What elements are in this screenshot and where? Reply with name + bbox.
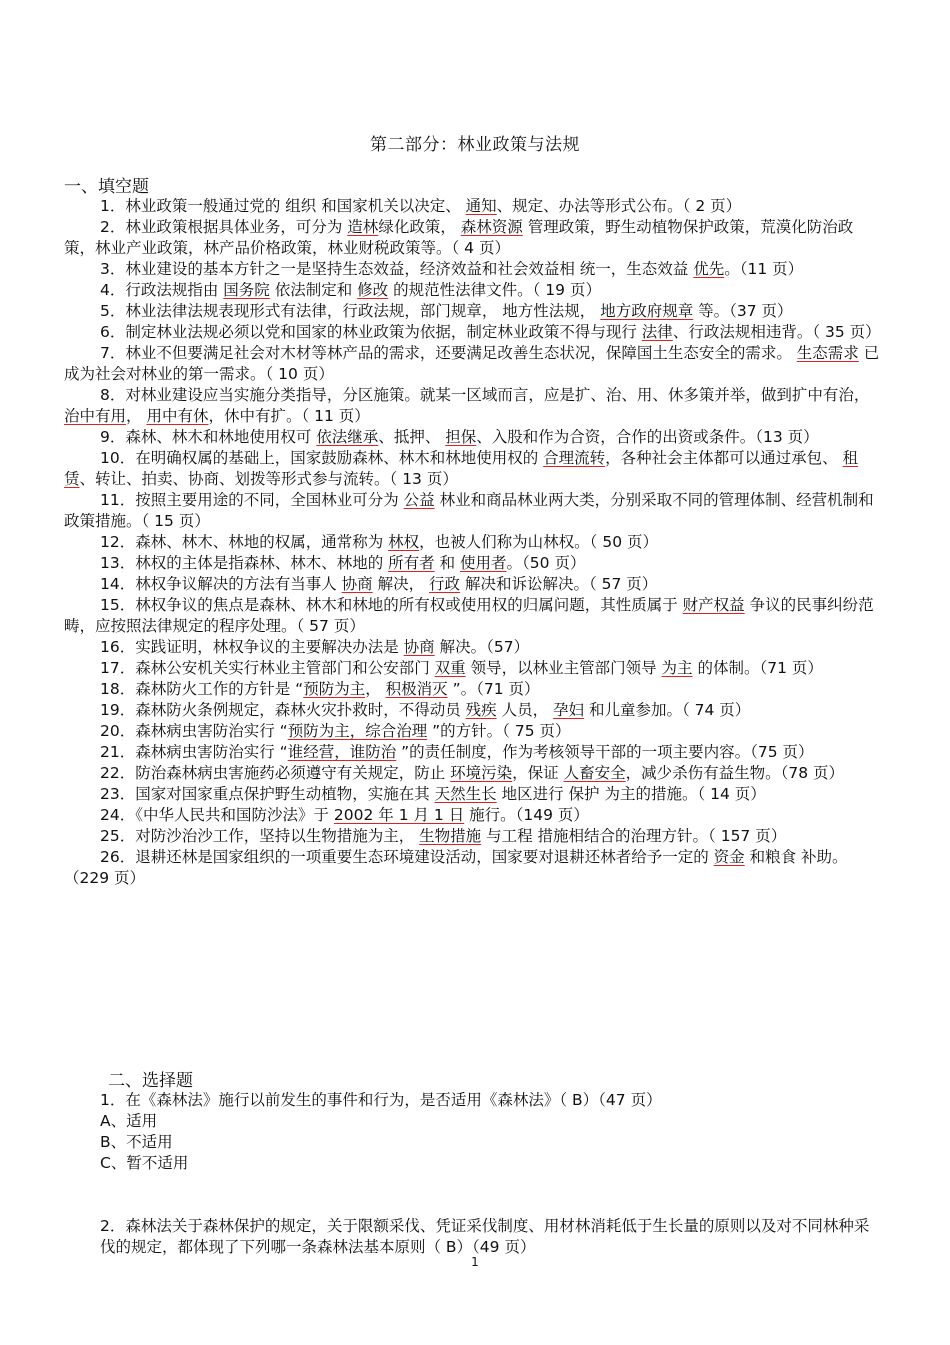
answer-underlined: 环境污染 (450, 764, 513, 782)
question-text: 25．对防沙治沙工作，坚持以生物措施为主， (100, 827, 420, 845)
question-text: 6．制定林业法规必须以党和国家的林业政策为依据，制定林业政策不得与现行 (100, 323, 642, 341)
fill-question (64, 679, 884, 700)
answer-underlined: 残疾 (465, 701, 497, 719)
fill-question (64, 196, 884, 217)
answer-underlined: 资金 (713, 848, 745, 866)
answer-underlined: 财产权益 (682, 596, 745, 614)
fill-question (64, 805, 884, 826)
question-text: ”的责任制度，作为考核领导干部的一项主要内容。（75 页） (396, 743, 814, 761)
section-choice-heading: 二、选择题 (108, 1071, 193, 1091)
question-text: 争议的民事纠纷范畴，应按照法律规定的程序处理。（ 57 页） (64, 596, 874, 635)
answer-underlined: 修改 (357, 281, 389, 299)
answer-underlined: 预防为主，综合治理 (287, 722, 428, 740)
fill-question (64, 553, 884, 574)
question-text: 2．林业政策根据具体业务，可分为 (100, 218, 348, 236)
answer-underlined: 天然生长 (434, 785, 497, 803)
question-text: 施行。（149 页） (464, 806, 589, 824)
fill-question (64, 448, 884, 490)
question-text: 23．国家对国家重点保护野生动植物，实施在其 (100, 785, 435, 803)
fill-question (64, 343, 884, 385)
fill-question (64, 826, 884, 847)
question-text: ， (365, 680, 386, 698)
question-text: 5．林业法律法规表现形式有法律，行政法规，部门规章， 地方性法规， (100, 302, 601, 320)
question-text: 8．对林业建设应当实施分类指导，分区施策。就某一区域而言，应是扩、治、用、休多策并举，做到扩中有治， (100, 386, 870, 404)
question-text: ， (126, 407, 147, 425)
answer-underlined: 担保 (445, 428, 477, 446)
fill-question (64, 217, 884, 259)
fill-question (64, 595, 884, 637)
question-text: ，减少杀伤有益生物。（78 页） (625, 764, 845, 782)
question-text: 管理政策，野生动植物保护政策，荒漠化防治政策，林业产业政策，林产品价格政策，林业财税政策等。（ 4 页） (64, 218, 854, 257)
answer-underlined: 协商 (403, 638, 435, 656)
question-text: 。（50 页） (506, 554, 586, 572)
question-text: ，休中有扩。（ 11 页） (208, 407, 370, 425)
question-text: 12．森林、林木、林地的权属，通常称为 (100, 533, 389, 551)
choice-questions (64, 1090, 884, 1258)
fill-question (64, 658, 884, 679)
answer-underlined: 森林资源 (460, 218, 523, 236)
answer-underlined: 协商 (341, 575, 373, 593)
answer-underlined: 造林 (347, 218, 379, 236)
question-text: 4．行政法规指由 (100, 281, 224, 299)
question-text: 解决， (372, 575, 430, 593)
question-text: 解决和诉讼解决。（ 57 页） (460, 575, 658, 593)
answer-underlined: 生物措施 (419, 827, 482, 845)
question-text: 、行政法规相违背。（ 35 页） (672, 323, 881, 341)
fill-question (64, 427, 884, 448)
question-text: 和粮食 补助。（229 页） (64, 848, 848, 887)
question-text: 16．实践证明，林权争议的主要解决办法是 (100, 638, 404, 656)
fill-question (64, 301, 884, 322)
question-text: 人员， (496, 701, 554, 719)
question-text: 的规范性法律文件。（ 19 页） (388, 281, 601, 299)
answer-underlined: 孕妇 (553, 701, 585, 719)
question-text: 、入股和作为合资，合作的出资或条件。（13 页） (476, 428, 819, 446)
question-text: 18．森林防火工作的方针是 “ (100, 680, 304, 698)
question-text: 24．《中华人民共和国防沙法》于 (100, 806, 334, 824)
question-text: 7．林业不但要满足社会对木材等林产品的需求，还要满足改善生态状况，保障国土生态安全的需求。 (100, 344, 797, 362)
answer-underlined: 公益 (403, 491, 435, 509)
question-text: ，保证 (512, 764, 564, 782)
question-text: 等。（37 页） (693, 302, 793, 320)
question-text: 绿化政策， (378, 218, 461, 236)
question-text: 1．林业政策一般通过党的 组织 和国家机关以决定、 (100, 197, 466, 215)
question-text: 地区进行 保护 为主的措施。（ 14 页） (496, 785, 766, 803)
section-fill-heading: 一、填空题 (64, 177, 149, 197)
question-text: 林业和商品林业两大类，分别采取不同的管理体制、经营机制和政策措施。（ 15 页） (64, 491, 874, 530)
question-text: 解决。（57） (434, 638, 530, 656)
question-text: 21．森林病虫害防治实行 “ (100, 743, 288, 761)
answer-underlined: 林权 (388, 533, 420, 551)
fill-question (64, 637, 884, 658)
question-text: 。（11 页） (724, 260, 804, 278)
fill-question (64, 784, 884, 805)
question-text: ”。（71 页） (447, 680, 540, 698)
answer-underlined: 法律 (641, 323, 673, 341)
fill-question (64, 700, 884, 721)
answer-underlined: 为主 (661, 659, 693, 677)
fill-question (64, 763, 884, 784)
page-title: 第二部分：林业政策与法规 (370, 135, 580, 155)
question-text: 20．森林病虫害防治实行 “ (100, 722, 288, 740)
fill-question (64, 280, 884, 301)
answer-underlined: 双重 (434, 659, 466, 677)
answer-underlined: 优先 (693, 260, 725, 278)
question-text: ，也被人们称为山林权。（ 50 页） (419, 533, 659, 551)
question-text: 15．林权争议的焦点是森林、林木和林地的所有权或使用权的归属问题，其性质属于 (100, 596, 683, 614)
fill-question (64, 574, 884, 595)
question-text: ，各种社会主体都可以通过承包、 (605, 449, 843, 467)
question-text: 领导，以林业主管部门领导 (465, 659, 662, 677)
answer-underlined: 治中有用 (64, 407, 127, 425)
question-text: 10．在明确权属的基础上，国家鼓励森林、林木和林地使用权的 (100, 449, 544, 467)
answer-underlined: 使用者 (460, 554, 507, 572)
fill-question (64, 322, 884, 343)
answer-underlined: 国务院 (223, 281, 270, 299)
question-text: 19．森林防火条例规定，森林火灾扑救时，不得动员 (100, 701, 466, 719)
question-text: 26．退耕还林是国家组织的一项重要生态环境建设活动，国家要对退耕还林者给予一定的 (100, 848, 714, 866)
question-text: 3．林业建设的基本方针之一是坚持生态效益，经济效益和社会效益相 统一，生态效益 (100, 260, 694, 278)
fill-question (64, 490, 884, 532)
question-text: 和 (434, 554, 461, 572)
answer-underlined: 行政 (429, 575, 461, 593)
fill-question (64, 532, 884, 553)
fill-question (64, 259, 884, 280)
fill-questions (64, 196, 884, 889)
answer-underlined: 租赁 (64, 449, 859, 488)
choice-question-2: 2．森林法关于森林保护的规定，关于限额采伐、凭证采伐制度、用材林消耗低于生长量的原则以及对不同林种采伐的规定，都体现了下列哪一条森林法基本原则（ B）（49 页） (100, 1217, 870, 1256)
answer-underlined: 依法继承 (316, 428, 379, 446)
answer-underlined: 2002 年 1 月 1 日 (333, 806, 465, 824)
page-number: 1 (471, 1255, 479, 1269)
question-text: 9．森林、林木和林地使用权可 (100, 428, 317, 446)
answer-underlined: 积极消灭 (385, 680, 448, 698)
answer-underlined: 人畜安全 (563, 764, 626, 782)
fill-question (64, 385, 884, 427)
question-text: 13．林权的主体是指森林、林木、林地的 (100, 554, 389, 572)
question-text: 、抵押、 (378, 428, 446, 446)
answer-underlined: 生态需求 (796, 344, 859, 362)
answer-underlined: 预防为主 (303, 680, 366, 698)
answer-underlined: 谁经营，谁防治 (287, 743, 397, 761)
choice-option-b: B、不适用 (100, 1133, 173, 1151)
question-text: 22．防治森林病虫害施药必须遵守有关规定，防止 (100, 764, 451, 782)
question-text: 、规定、办法等形式公布。（ 2 页） (496, 197, 742, 215)
answer-underlined: 合理流转 (543, 449, 606, 467)
question-text: 17．森林公安机关实行林业主管部门和公安部门 (100, 659, 435, 677)
question-text: 的体制。（71 页） (692, 659, 823, 677)
question-text: 已成为社会对林业的第一需求。（ 10 页） (64, 344, 880, 383)
question-text: ”的方针。（ 75 页） (427, 722, 571, 740)
question-text: 依法制定和 (269, 281, 358, 299)
choice-option-a: A、适用 (100, 1112, 158, 1130)
answer-underlined: 用中有休 (146, 407, 209, 425)
question-text: 14．林权争议解决的方法有当事人 (100, 575, 342, 593)
answer-underlined: 通知 (465, 197, 497, 215)
answer-underlined: 地方政府规章 (600, 302, 694, 320)
question-text: 11．按照主要用途的不同，全国林业可分为 (100, 491, 404, 509)
question-text: 和儿童参加。（ 74 页） (584, 701, 751, 719)
fill-question (64, 847, 884, 889)
fill-question (64, 742, 884, 763)
fill-question (64, 721, 884, 742)
answer-underlined: 所有者 (388, 554, 435, 572)
question-text: 、转让、拍卖、协商、划拨等形式参与流转。（ 13 页） (79, 470, 458, 488)
question-text: 与工程 措施相结合的治理方针。（ 157 页） (481, 827, 787, 845)
choice-option-c: C、暂不适用 (100, 1154, 189, 1172)
choice-question-1: 1．在《森林法》施行以前发生的事件和行为，是否适用《森林法》（ B）（47 页） (100, 1091, 662, 1109)
